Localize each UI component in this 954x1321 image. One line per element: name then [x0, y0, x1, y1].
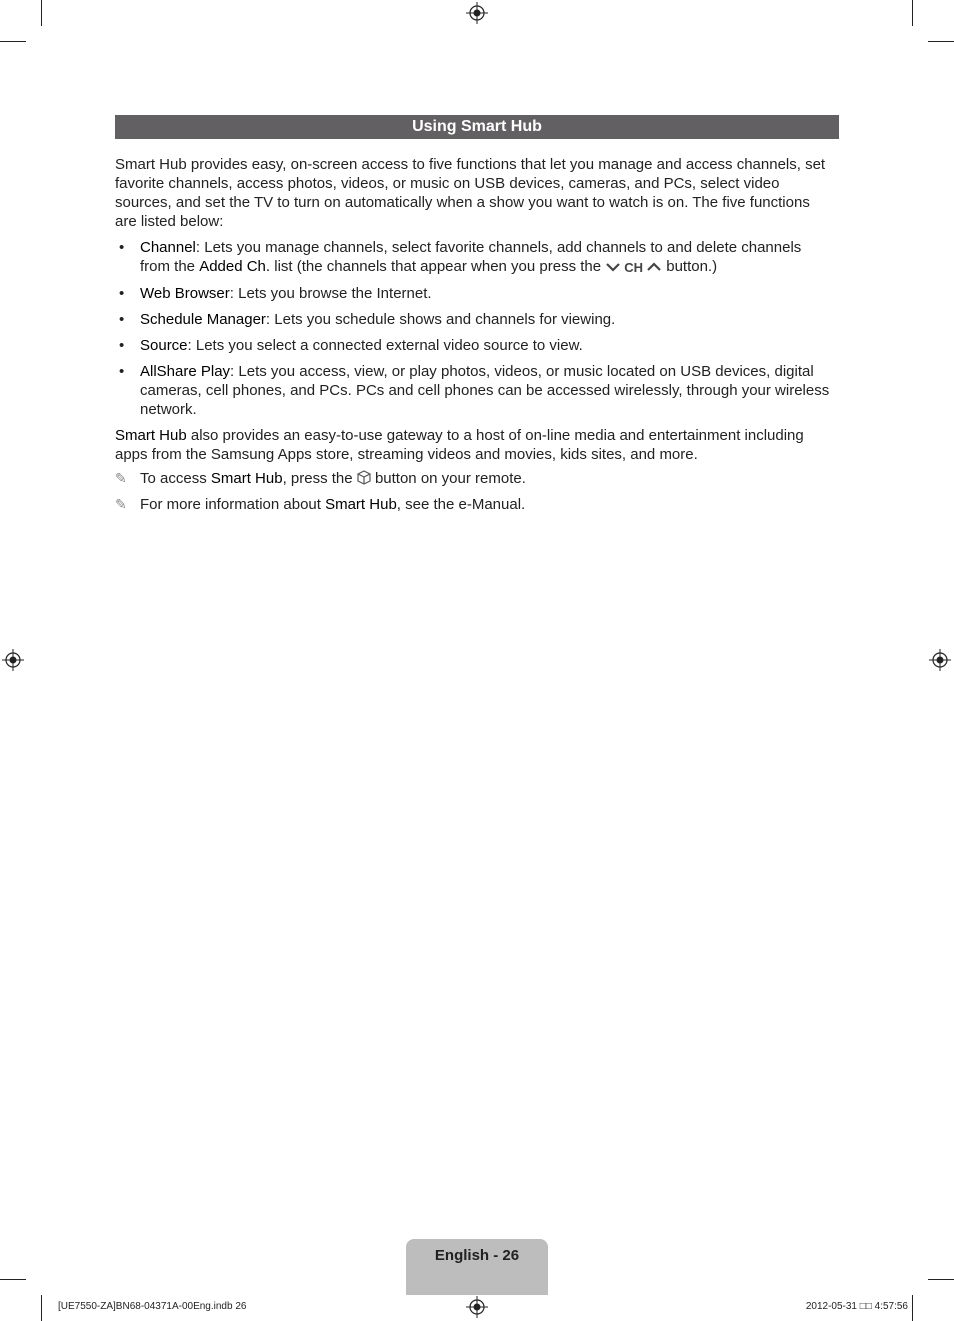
- crop-mark: [41, 1295, 42, 1321]
- list-item: [115, 336, 831, 355]
- bullet: •: [119, 239, 125, 256]
- term: AllShare Play: [140, 362, 231, 380]
- description: : Lets you manage channels, select favorite channels, add channels to and delete channels from the: [140, 239, 802, 275]
- page-content: [115, 155, 831, 514]
- description: : Lets you select a connected external video source to view.: [187, 336, 583, 354]
- pencil-note-icon: ✎: [115, 469, 127, 486]
- smart-hub-cube-icon: [357, 470, 371, 485]
- term: Smart Hub: [325, 495, 397, 513]
- term: Added Ch.: [199, 258, 271, 275]
- note-text: button on your remote.: [370, 469, 526, 487]
- channel-label: CH: [624, 259, 644, 275]
- description: button.): [662, 258, 718, 275]
- registration-mark-icon: [466, 1296, 488, 1318]
- intro-paragraph: Smart Hub provides easy, on-screen access to five functions that let you manage and access channels, set favorite channels, access photos, videos, or music on USB devices, cameras, and PCs, select video sources, and set the TV to turn on automatically when a show you want to watch is on. The five functions are listed below:: [115, 156, 826, 230]
- print-slug-right: 2012-05-31 □□ 4:57:56: [805, 1301, 908, 1312]
- function-list: [115, 238, 831, 419]
- chevron-up-icon: [646, 261, 662, 273]
- bullet: •: [119, 310, 125, 328]
- registration-mark-icon: [466, 2, 488, 24]
- crop-mark: [0, 41, 26, 42]
- term: Smart Hub: [115, 426, 187, 444]
- note-text: To access: [140, 469, 211, 487]
- print-slug-left: [UE7550-ZA]BN68-04371A-00Eng.indb 26: [58, 1301, 247, 1312]
- crop-mark: [41, 0, 42, 26]
- description: : Lets you browse the Internet.: [229, 284, 432, 302]
- section-title: Using Smart Hub: [115, 115, 839, 139]
- note-text: For more information about: [140, 495, 326, 513]
- term: Schedule Manager: [140, 310, 266, 328]
- note: [115, 469, 831, 488]
- registration-mark-icon: [2, 649, 24, 671]
- term: Channel: [140, 239, 196, 256]
- description: also provides an easy-to-use gateway to a host of on-line media and entertainment including apps from the Samsung Apps store, streaming videos and movies, kids sites, and more.: [115, 426, 804, 463]
- list-item: [115, 362, 831, 419]
- crop-mark: [0, 1279, 26, 1280]
- note-text: , see the e-Manual.: [396, 495, 526, 513]
- list-item: [115, 284, 831, 303]
- list-item: [115, 310, 831, 329]
- channel-button: [605, 258, 662, 277]
- registration-mark-icon: [929, 649, 951, 671]
- crop-mark: [928, 41, 954, 42]
- bullet: •: [119, 362, 125, 380]
- bullet: •: [119, 336, 125, 354]
- page-number-tab: [406, 1239, 548, 1295]
- description: : Lets you schedule shows and channels for viewing.: [265, 310, 616, 328]
- note-text: , press the: [282, 469, 357, 487]
- bullet: •: [119, 284, 125, 302]
- pencil-note-icon: ✎: [115, 495, 127, 512]
- list-item: [115, 238, 831, 277]
- crop-mark: [912, 0, 913, 26]
- description: : Lets you access, view, or play photos, videos, or music located on USB devices, digital cameras, cell phones, and PCs. PCs and cell phones can be accessed wirelessly, through your wireless network.: [140, 362, 830, 418]
- closing-paragraph: [115, 426, 831, 464]
- crop-mark: [928, 1279, 954, 1280]
- page-number: English - 26: [434, 1247, 520, 1264]
- term: Smart Hub: [210, 469, 283, 487]
- description: list (the channels that appear when you press the: [270, 258, 606, 275]
- term: Web Browser: [140, 284, 230, 302]
- note: [115, 495, 831, 514]
- term: Source: [140, 336, 188, 354]
- crop-mark: [912, 1295, 913, 1321]
- chevron-down-icon: [605, 261, 621, 273]
